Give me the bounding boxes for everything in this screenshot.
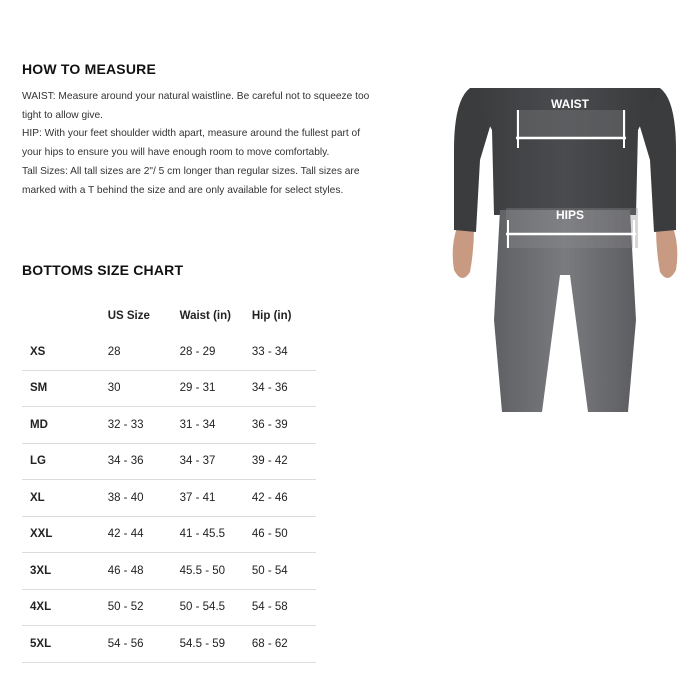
cell-us-size: 28 [108, 334, 180, 370]
hips-label: HIPS [555, 208, 585, 222]
cell-us-size: 42 - 44 [108, 516, 180, 553]
table-row [22, 553, 316, 590]
cell-waist: 34 - 37 [180, 443, 252, 480]
cell-size: LG [22, 443, 108, 480]
cell-size: MD [22, 407, 108, 444]
cell-hip: 39 - 42 [252, 443, 316, 480]
cell-size: XS [22, 334, 108, 370]
how-to-measure-instructions [22, 88, 372, 200]
cell-size: 3XL [22, 553, 108, 590]
header-size [22, 298, 108, 334]
how-to-measure-title: HOW TO MEASURE [22, 61, 156, 77]
cell-us-size: 50 - 52 [108, 589, 180, 626]
cell-us-size: 34 - 36 [108, 443, 180, 480]
cell-waist: 29 - 31 [180, 370, 252, 407]
table-row [22, 407, 316, 444]
cell-size: 4XL [22, 589, 108, 626]
cell-waist: 31 - 34 [180, 407, 252, 444]
size-chart-title: BOTTOMS SIZE CHART [22, 262, 184, 278]
cell-hip: 54 - 58 [252, 589, 316, 626]
cell-us-size: 32 - 33 [108, 407, 180, 444]
header-hip: Hip (in) [251, 310, 292, 322]
cell-hip: 34 - 36 [252, 370, 316, 407]
hip-instruction: HIP: With your feet shoulder width apart, measure around the fullest part of your hips to ensure you will have enough room to move comfortably. [22, 128, 361, 159]
cell-waist: 45.5 - 50 [180, 553, 252, 590]
cell-hip: 50 - 54 [252, 553, 316, 590]
cell-size: XL [22, 480, 108, 517]
cell-us-size: 30 [108, 370, 180, 407]
cell-size: SM [22, 370, 108, 407]
cell-waist: 41 - 45.5 [180, 516, 252, 553]
cell-hip: 46 - 50 [252, 516, 316, 553]
cell-us-size: 54 - 56 [108, 626, 180, 663]
cell-size: 5XL [22, 626, 108, 663]
waist-band [516, 110, 626, 137]
table-row [22, 443, 316, 480]
body-figure-illustration [440, 60, 690, 415]
table-row [22, 626, 316, 663]
cell-hip: 68 - 62 [252, 626, 316, 663]
table-row [22, 370, 316, 407]
cell-hip: 42 - 46 [252, 480, 316, 517]
cell-waist: 28 - 29 [180, 334, 252, 370]
size-chart-table [22, 298, 316, 663]
waist-label: WAIST [551, 97, 589, 111]
waist-instruction: WAIST: Measure around your natural waistline. Be careful not to squeeze too tight to allow give. [22, 91, 370, 121]
table-row [22, 516, 316, 553]
left-hand [453, 225, 474, 278]
cell-us-size: 46 - 48 [108, 553, 180, 590]
table-row [22, 480, 316, 517]
cell-us-size: 38 - 40 [108, 480, 180, 517]
cell-hip: 36 - 39 [252, 407, 316, 444]
cell-hip: 33 - 34 [252, 334, 316, 370]
header-waist: Waist (in) [179, 310, 231, 322]
cell-waist: 50 - 54.5 [180, 589, 252, 626]
tall-sizes-instruction: Tall Sizes: All tall sizes are 2"/ 5 cm longer than regular sizes. Tall sizes are marked with a T behind the size and are only available for select styles. [22, 165, 360, 196]
cell-waist: 54.5 - 59 [180, 626, 252, 663]
table-row [22, 334, 316, 370]
cell-waist: 37 - 41 [180, 480, 252, 517]
measurement-figure [440, 60, 690, 415]
table-row [22, 589, 316, 626]
header-us-size: US Size [107, 310, 150, 322]
cell-size: XXL [22, 516, 108, 553]
right-hand [656, 225, 677, 278]
table-header-row [22, 298, 316, 334]
